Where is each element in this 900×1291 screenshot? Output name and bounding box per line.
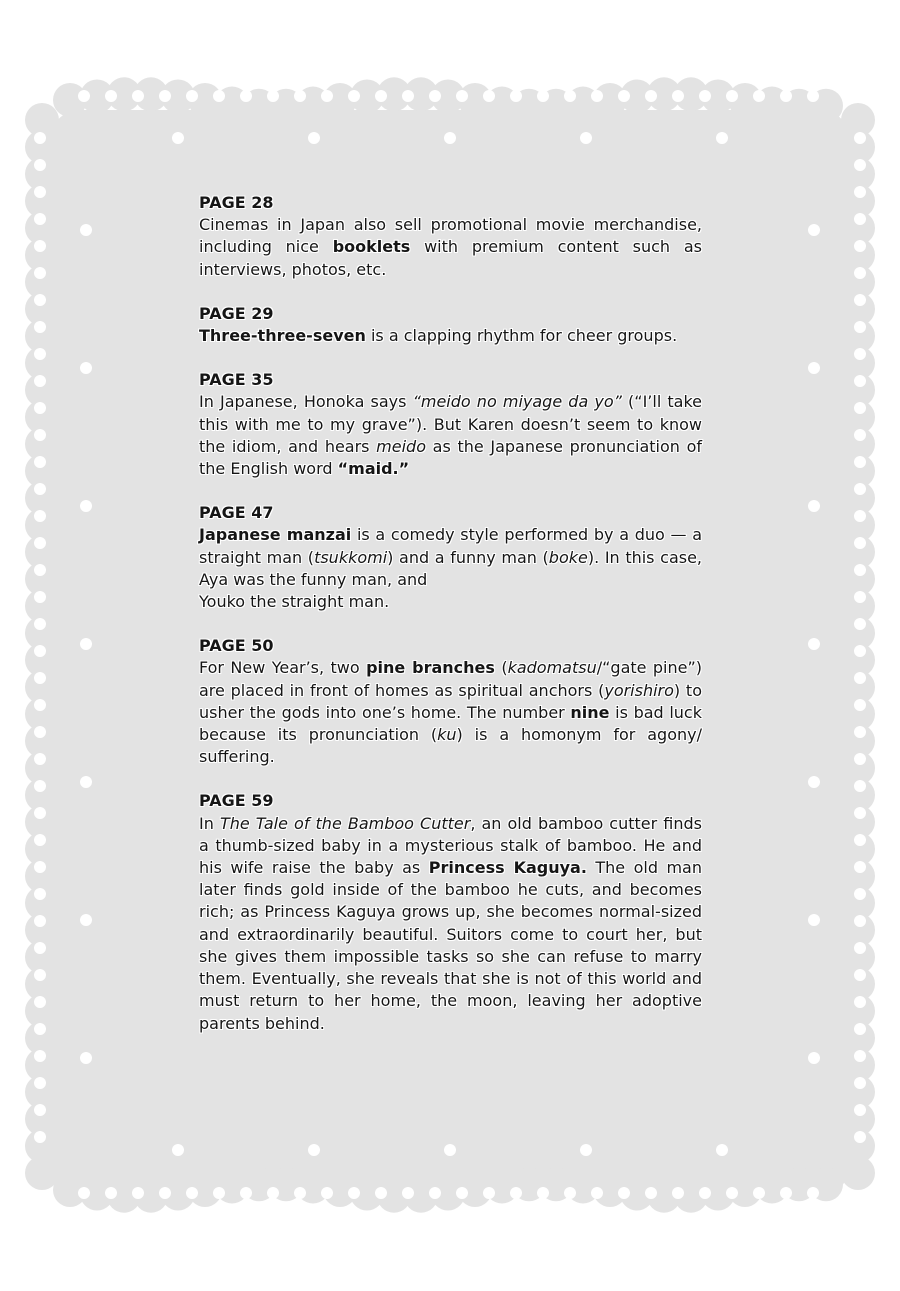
lace-hole	[854, 564, 866, 576]
lace-hole	[854, 1050, 866, 1062]
lace-hole	[172, 1144, 184, 1156]
lace-hole	[132, 1187, 144, 1199]
lace-hole	[444, 1144, 456, 1156]
lace-hole	[808, 638, 820, 650]
lace-hole	[34, 402, 46, 414]
lace-hole	[444, 132, 456, 144]
lace-hole	[808, 776, 820, 788]
lace-scallop	[25, 1156, 59, 1190]
lace-hole	[34, 591, 46, 603]
lace-hole	[34, 294, 46, 306]
note-text: For New Year’s, two	[199, 658, 367, 678]
lace-hole	[854, 645, 866, 657]
lace-hole	[483, 1187, 495, 1199]
lace-hole	[34, 375, 46, 387]
note-text: ) and a funny man (	[387, 547, 549, 567]
lace-hole	[854, 807, 866, 819]
lace-hole	[34, 159, 46, 171]
bold-term: pine branches	[366, 658, 495, 678]
lace-hole	[375, 1187, 387, 1199]
lace-hole	[483, 90, 495, 102]
note-heading: PAGE 29	[199, 303, 274, 323]
lace-hole	[753, 1187, 765, 1199]
lace-hole	[34, 240, 46, 252]
note-section	[199, 369, 702, 480]
note-text: (“I’ll take this with me to my grave”). But Karen doesn’t seem to know the idiom, and hears	[199, 392, 703, 456]
lace-hole	[34, 267, 46, 279]
lace-hole	[854, 132, 866, 144]
lace-hole	[429, 1187, 441, 1199]
lace-hole	[564, 90, 576, 102]
note-section	[199, 502, 702, 613]
lace-hole	[854, 375, 866, 387]
lace-hole	[78, 90, 90, 102]
lace-hole	[294, 1187, 306, 1199]
note-body	[199, 657, 702, 768]
lace-hole	[34, 861, 46, 873]
lace-hole	[321, 90, 333, 102]
lace-hole	[34, 645, 46, 657]
lace-hole	[854, 510, 866, 522]
lace-hole	[753, 90, 765, 102]
lace-hole	[854, 483, 866, 495]
note-text: (	[494, 658, 508, 678]
lace-hole	[34, 1050, 46, 1062]
lace-hole	[854, 699, 866, 711]
lace-hole	[132, 90, 144, 102]
lace-hole	[34, 699, 46, 711]
lace-hole	[80, 914, 92, 926]
lace-hole	[854, 1131, 866, 1143]
note-text: ). In this case, Aya was the funny man, and	[199, 547, 703, 589]
lace-hole	[213, 90, 225, 102]
lace-hole	[80, 500, 92, 512]
note-text: ) to usher the gods into one’s home. The number	[199, 680, 702, 722]
note-text: In	[199, 813, 220, 833]
lace-hole	[34, 456, 46, 468]
lace-hole	[807, 1187, 819, 1199]
lace-hole	[726, 90, 738, 102]
lace-hole	[854, 726, 866, 738]
bold-term: “maid.”	[337, 459, 410, 479]
lace-hole	[34, 348, 46, 360]
lace-hole	[510, 1187, 522, 1199]
lace-hole	[34, 429, 46, 441]
lace-hole	[854, 537, 866, 549]
lace-hole	[34, 618, 46, 630]
lace-hole	[456, 90, 468, 102]
lace-hole	[854, 186, 866, 198]
lace-hole	[537, 90, 549, 102]
italic-term: meido	[376, 436, 426, 456]
lace-hole	[645, 90, 657, 102]
note-text: Cinemas in Japan also sell promotional movie merchandise, including nice	[199, 215, 702, 257]
lace-hole	[808, 362, 820, 374]
lace-hole	[854, 861, 866, 873]
lace-hole	[854, 267, 866, 279]
note-text: is a comedy style performed by a duo — a straight man (	[199, 525, 702, 567]
lace-hole	[780, 1187, 792, 1199]
lace-hole	[375, 90, 387, 102]
lace-hole	[80, 776, 92, 788]
lace-hole	[580, 1144, 592, 1156]
lace-hole	[402, 1187, 414, 1199]
lace-hole	[34, 1131, 46, 1143]
lace-hole	[645, 1187, 657, 1199]
note-section	[199, 790, 702, 1034]
lace-hole	[808, 914, 820, 926]
bold-term: Japanese manzai	[199, 525, 352, 545]
lace-hole	[348, 90, 360, 102]
lace-hole	[402, 90, 414, 102]
lace-hole	[429, 90, 441, 102]
lace-hole	[591, 1187, 603, 1199]
italic-term: The Tale of the Bamboo Cutter	[219, 813, 471, 833]
note-body	[199, 813, 702, 1035]
lace-hole	[854, 915, 866, 927]
lace-hole	[34, 672, 46, 684]
lace-hole	[34, 1104, 46, 1116]
lace-hole	[34, 213, 46, 225]
lace-hole	[854, 321, 866, 333]
lace-hole	[34, 564, 46, 576]
note-section	[199, 303, 702, 347]
lace-hole	[34, 186, 46, 198]
lace-hole	[854, 780, 866, 792]
lace-hole	[854, 429, 866, 441]
lace-hole	[854, 591, 866, 603]
lace-hole	[105, 1187, 117, 1199]
note-text: Youko the straight man.	[199, 592, 390, 612]
bold-term: booklets	[332, 237, 411, 257]
note-heading: PAGE 50	[199, 636, 274, 656]
lace-hole	[34, 510, 46, 522]
lace-hole	[808, 1052, 820, 1064]
lace-hole	[80, 1052, 92, 1064]
italic-term: “meido no miyage da yo”	[412, 392, 622, 412]
lace-hole	[294, 90, 306, 102]
lace-hole	[854, 213, 866, 225]
lace-hole	[240, 1187, 252, 1199]
note-section	[199, 192, 702, 281]
lace-hole	[854, 294, 866, 306]
note-text: , an old bamboo cutter finds a thumb-sized baby in a mysterious stalk of bamboo. He and his wife raise the baby as	[199, 813, 702, 878]
lace-hole	[308, 132, 320, 144]
note-section	[199, 635, 702, 768]
lace-hole	[699, 1187, 711, 1199]
lace-hole	[172, 132, 184, 144]
lace-hole	[240, 90, 252, 102]
note-heading: PAGE 35	[199, 370, 274, 390]
bold-term: Three-three-seven	[199, 326, 366, 346]
lace-hole	[267, 1187, 279, 1199]
lace-hole	[80, 224, 92, 236]
lace-hole	[854, 159, 866, 171]
lace-hole	[854, 456, 866, 468]
lace-hole	[456, 1187, 468, 1199]
note-text: with premium content such as interviews, photos, etc.	[199, 237, 703, 279]
bold-term: Princess Kaguya.	[428, 858, 587, 878]
lace-hole	[321, 1187, 333, 1199]
note-heading: PAGE 28	[199, 193, 274, 212]
lace-hole	[854, 402, 866, 414]
note-text: as the Japanese pronunciation of the English word	[199, 436, 702, 479]
lace-hole	[854, 672, 866, 684]
note-heading: PAGE 47	[199, 503, 274, 523]
italic-term: boke	[548, 547, 588, 567]
lace-hole	[854, 753, 866, 765]
lace-hole	[537, 1187, 549, 1199]
italic-term: yorishiro	[604, 680, 674, 700]
note-body	[199, 524, 702, 613]
note-heading: PAGE 59	[199, 791, 274, 811]
italic-term: tsukkomi	[314, 547, 388, 567]
lace-hole	[716, 1144, 728, 1156]
note-text: is bad luck because its pronunciation (	[199, 702, 702, 745]
lace-hole	[618, 1187, 630, 1199]
lace-hole	[672, 1187, 684, 1199]
lace-hole	[672, 90, 684, 102]
lace-hole	[348, 1187, 360, 1199]
lace-hole	[716, 132, 728, 144]
lace-hole	[854, 969, 866, 981]
lace-hole	[854, 942, 866, 954]
lace-hole	[186, 1187, 198, 1199]
lace-hole	[726, 1187, 738, 1199]
note-body	[199, 214, 702, 281]
lace-hole	[34, 807, 46, 819]
lace-hole	[34, 780, 46, 792]
lace-hole	[854, 888, 866, 900]
note-text: The old man later finds gold inside of the bamboo he cuts, and becomes rich; as Princess Kaguya grows up, she becomes normal-sized and extraordinarily beautiful. Suitors come to court her, but she gives them impossible tasks so she can refuse to marry them. Eventually, she reveals that she is not of this world and must return to her home, the moon, leaving her adoptive parents behind.	[199, 858, 702, 1033]
lace-hole	[34, 537, 46, 549]
italic-term: ku	[437, 725, 457, 745]
lace-hole	[186, 90, 198, 102]
lace-hole	[564, 1187, 576, 1199]
note-text: ) is a homonym for agony/ suffering.	[199, 725, 702, 767]
lace-hole	[854, 834, 866, 846]
lace-hole	[618, 90, 630, 102]
lace-hole	[807, 90, 819, 102]
lace-hole	[34, 321, 46, 333]
lace-hole	[699, 90, 711, 102]
lace-hole	[34, 834, 46, 846]
lace-hole	[854, 618, 866, 630]
lace-hole	[159, 90, 171, 102]
lace-hole	[580, 132, 592, 144]
lace-hole	[854, 1023, 866, 1035]
lace-hole	[105, 90, 117, 102]
lace-hole	[34, 888, 46, 900]
note-text: /“gate pine”) are placed in front of homes as spiritual anchors (	[199, 658, 703, 700]
lace-hole	[34, 942, 46, 954]
lace-hole	[34, 132, 46, 144]
lace-hole	[34, 969, 46, 981]
lace-hole	[780, 90, 792, 102]
translation-notes	[199, 192, 702, 1057]
lace-hole	[808, 224, 820, 236]
lace-hole	[34, 1023, 46, 1035]
lace-hole	[34, 1077, 46, 1089]
lace-hole	[80, 638, 92, 650]
lace-hole	[591, 90, 603, 102]
lace-hole	[80, 362, 92, 374]
lace-hole	[854, 348, 866, 360]
lace-hole	[159, 1187, 171, 1199]
lace-hole	[267, 90, 279, 102]
lace-hole	[34, 726, 46, 738]
italic-term: kadomatsu	[507, 658, 597, 678]
lace-hole	[854, 1104, 866, 1116]
lace-hole	[34, 996, 46, 1008]
bold-term: nine	[570, 702, 610, 722]
note-text: is a clapping rhythm for cheer groups.	[365, 326, 678, 346]
lace-hole	[34, 483, 46, 495]
lace-hole	[34, 753, 46, 765]
lace-hole	[34, 915, 46, 927]
lace-scallop	[841, 1156, 875, 1190]
note-body	[199, 325, 702, 347]
lace-hole	[808, 500, 820, 512]
note-body	[199, 391, 702, 480]
lace-hole	[854, 1077, 866, 1089]
lace-hole	[510, 90, 522, 102]
lace-hole	[213, 1187, 225, 1199]
lace-hole	[308, 1144, 320, 1156]
lace-hole	[78, 1187, 90, 1199]
lace-hole	[854, 996, 866, 1008]
note-text: In Japanese, Honoka says	[199, 392, 413, 412]
lace-hole	[854, 240, 866, 252]
